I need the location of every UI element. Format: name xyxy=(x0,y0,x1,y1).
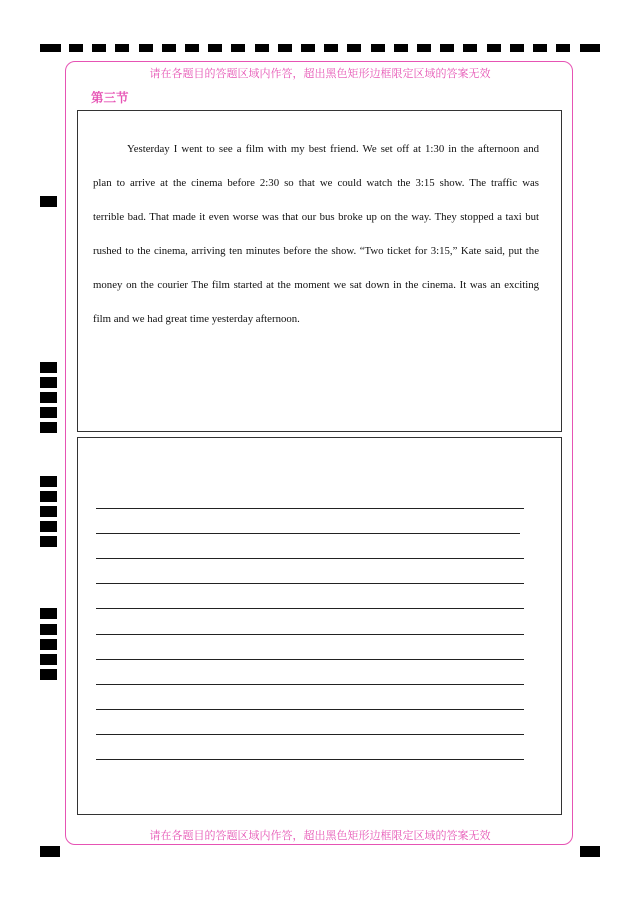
side-timing-mark xyxy=(40,654,57,665)
side-timing-mark xyxy=(40,476,57,487)
passage-line: Yesterday I went to see a film with my best friend. We set off at 1:30 in the afternoon and xyxy=(127,143,539,155)
top-timing-mark xyxy=(580,44,600,52)
top-timing-mark xyxy=(533,44,547,52)
side-timing-mark xyxy=(40,521,57,532)
side-timing-mark xyxy=(40,669,57,680)
top-timing-mark xyxy=(139,44,153,52)
side-timing-mark xyxy=(40,392,57,403)
side-timing-mark xyxy=(40,362,57,373)
top-timing-mark xyxy=(231,44,245,52)
passage-line: film and we had great time yesterday afternoon. xyxy=(93,313,300,325)
writing-line[interactable] xyxy=(96,684,524,685)
writing-line[interactable] xyxy=(96,608,524,609)
passage-line: rushed to the cinema, arriving ten minutes before the show. “Two ticket for 3:15,” Kate said, put the xyxy=(93,245,539,257)
side-timing-mark xyxy=(40,196,57,207)
writing-line[interactable] xyxy=(96,558,524,559)
side-timing-mark xyxy=(40,506,57,517)
top-timing-mark xyxy=(40,44,61,52)
top-timing-mark xyxy=(301,44,315,52)
section-title: 第三节 xyxy=(91,90,129,105)
side-timing-mark xyxy=(40,536,57,547)
footer-notice: 请在各题目的答题区域内作答，超出黑色矩形边框限定区域的答案无效 xyxy=(149,829,491,842)
side-timing-mark xyxy=(40,639,57,650)
writing-line[interactable] xyxy=(96,759,524,760)
writing-line[interactable] xyxy=(96,659,524,660)
passage-text xyxy=(93,134,539,338)
writing-line[interactable] xyxy=(96,508,524,509)
top-timing-mark xyxy=(324,44,338,52)
passage-line: terrible bad. That made it even worse was that our bus broke up on the way. They stopped a taxi but xyxy=(93,211,539,223)
top-timing-mark xyxy=(371,44,385,52)
bottom-right-corner-mark xyxy=(580,846,600,857)
top-timing-mark xyxy=(487,44,501,52)
passage-line: plan to arrive at the cinema before 2:30 so that we could watch the 3:15 show. The traffic was xyxy=(93,177,539,189)
side-timing-mark xyxy=(40,491,57,502)
top-timing-mark xyxy=(255,44,269,52)
side-timing-mark xyxy=(40,422,57,433)
side-timing-mark xyxy=(40,377,57,388)
writing-line[interactable] xyxy=(96,533,520,534)
passage-line: money on the courier The film started at the moment we sat down in the cinema. It was an exciting xyxy=(93,279,539,291)
top-timing-mark xyxy=(115,44,129,52)
top-timing-mark xyxy=(208,44,222,52)
writing-line[interactable] xyxy=(96,634,524,635)
top-timing-mark xyxy=(417,44,431,52)
side-timing-mark xyxy=(40,407,57,418)
writing-line[interactable] xyxy=(96,709,524,710)
top-timing-mark xyxy=(185,44,199,52)
top-timing-mark xyxy=(92,44,106,52)
writing-line[interactable] xyxy=(96,583,524,584)
top-timing-mark xyxy=(278,44,292,52)
side-timing-mark xyxy=(40,608,57,619)
top-timing-mark xyxy=(394,44,408,52)
top-timing-mark xyxy=(463,44,477,52)
writing-line[interactable] xyxy=(96,734,524,735)
top-timing-mark xyxy=(510,44,524,52)
top-timing-mark xyxy=(69,44,83,52)
side-timing-mark xyxy=(40,624,57,635)
header-notice: 请在各题目的答题区域内作答，超出黑色矩形边框限定区域的答案无效 xyxy=(149,67,491,80)
top-timing-mark xyxy=(162,44,176,52)
top-timing-mark xyxy=(347,44,361,52)
top-timing-mark xyxy=(556,44,570,52)
top-timing-mark xyxy=(440,44,454,52)
bottom-left-corner-mark xyxy=(40,846,60,857)
